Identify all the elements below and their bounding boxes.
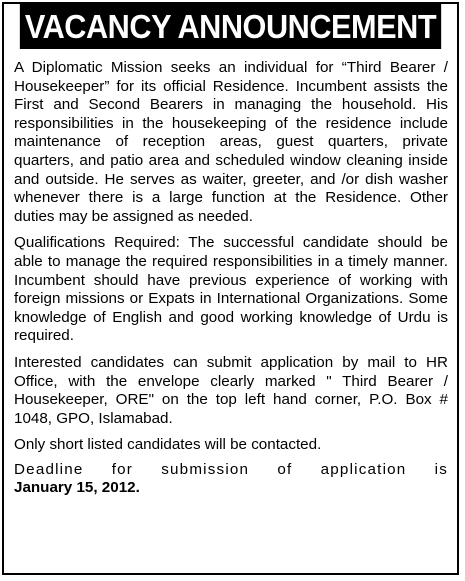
ad-title: VACANCY ANNOUNCEMENT — [20, 4, 441, 49]
application-instructions-paragraph: Interested candidates can submit application by mail to HR Office, with the envelope clearly marked " Third Bearer / Housekeeper, ORE" on the top left hand corner, P.O. Box # 1048, GPO, Islamabad. — [14, 353, 448, 427]
deadline-paragraph — [14, 461, 448, 498]
job-description-paragraph: A Diplomatic Mission seeks an individual for “Third Bearer / Housekeeper” for its official Residence. Incumbent assists the First and Second Bearers in managing the household. His responsibilities in the housekeeping of the residence include maintenance of reception areas, guest quarters, private quarters, and patio area and scheduled window cleaning inside and outside. He serves as waiter, greeter, and /or dish washer whenever there is a large function at the Residence. Other duties may be assigned as needed. — [14, 59, 448, 225]
deadline-date: January 15, 2012. — [14, 479, 140, 497]
vacancy-advertisement — [2, 2, 459, 575]
ad-body — [4, 49, 457, 498]
shortlist-notice: Only short listed candidates will be contacted. — [14, 436, 322, 454]
qualifications-paragraph: Qualifications Required: The successful candidate should be able to manage the required responsibilities in a timely manner. Incumbent should have previous experience of working with foreign missions or Expats in International Organizations. Some knowledge of English and good working knowledge of Urdu is required. — [14, 234, 448, 345]
deadline-text: Deadline for submission of application is — [14, 460, 448, 478]
